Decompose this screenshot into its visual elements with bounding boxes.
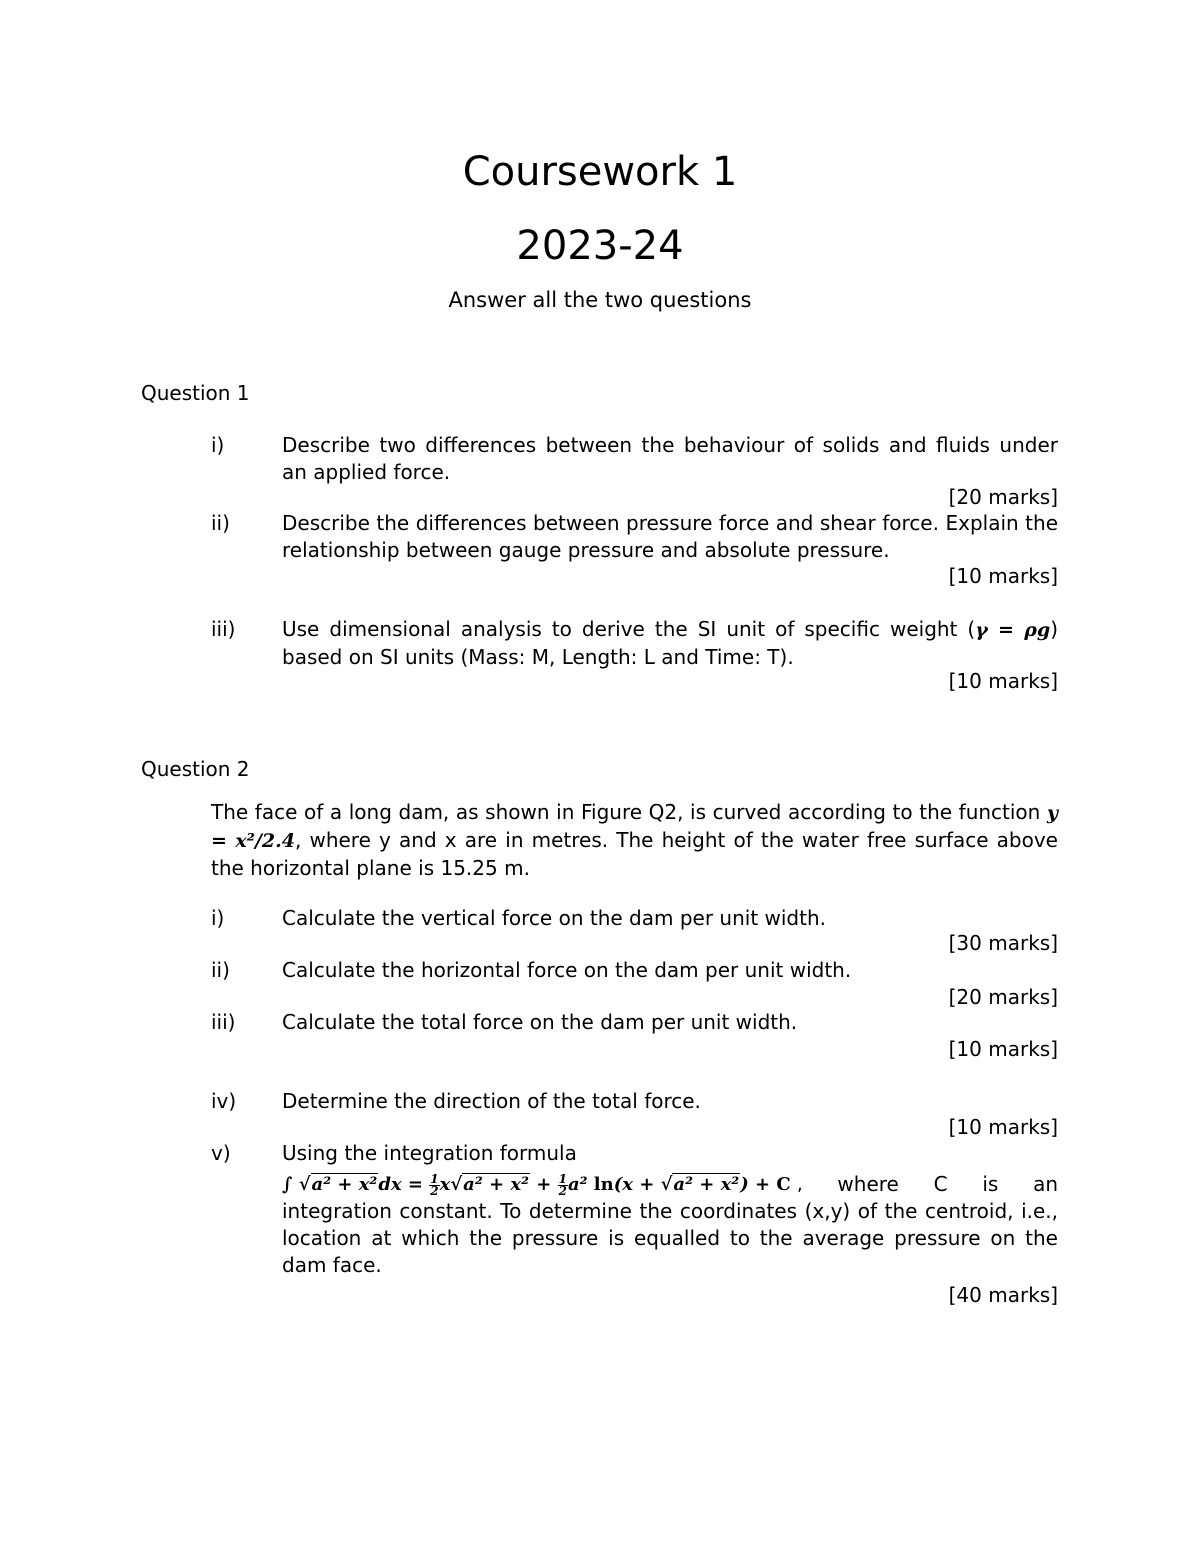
text-part: ) based on SI units (Mass: M, Length: L and Time: T). xyxy=(282,617,1058,669)
item-text: Calculate the horizontal force on the dam per unit width. xyxy=(282,958,852,982)
marks-label: [10 marks] xyxy=(948,669,1058,693)
item-text: Determine the direction of the total force. xyxy=(282,1089,701,1113)
dam-curve-function: y = x²/2.4 xyxy=(211,802,1058,852)
q2-item-v xyxy=(211,1140,1058,1279)
item-text: Calculate the total force on the dam per unit width. xyxy=(282,1010,798,1034)
q2-item-iv xyxy=(211,1088,1058,1115)
marks-label: [40 marks] xyxy=(948,1283,1058,1307)
item-number: iv) xyxy=(211,1089,237,1113)
text-part: integration constant. To determine the coordinates (x,y) of the centroid, i.e., location at which the pressure is equalled to the average pressure on the dam face. xyxy=(282,1199,1058,1277)
question1-heading: Question 1 xyxy=(141,381,250,405)
integration-formula-line xyxy=(282,1171,1058,1198)
item-number: iii) xyxy=(211,617,236,641)
item-text: Calculate the vertical force on the dam per unit width. xyxy=(282,906,827,930)
item-number: ii) xyxy=(211,958,230,982)
item-number: v) xyxy=(211,1141,231,1165)
text-part: Use dimensional analysis to derive the SI unit of specific weight ( xyxy=(282,617,976,641)
item-number: iii) xyxy=(211,1010,236,1034)
item-number: ii) xyxy=(211,511,230,535)
item-text xyxy=(282,616,1058,671)
integration-formula: ∫ √a² + x²dx = $\frac{1}{2}$ x√a² + x² + $\frac{1}{2}$ a² ln(x + √a² + x²) + C , xyxy=(282,1171,803,1198)
text-part: Using the integration formula xyxy=(282,1141,577,1165)
text-part: an xyxy=(1033,1172,1058,1196)
item-text: Describe the differences between pressure force and shear force. Explain the relationship between gauge pressure and absolute pressure. xyxy=(282,511,1058,562)
text-part: where xyxy=(837,1172,899,1196)
text-part: , where y and x are in metres. The height of the water free surface above the horizontal plane is 15.25 m. xyxy=(211,828,1058,880)
specific-weight-formula: γ = ρg xyxy=(975,619,1051,641)
marks-label: [20 marks] xyxy=(948,985,1058,1009)
item-number: i) xyxy=(211,906,225,930)
marks-label: [30 marks] xyxy=(948,931,1058,955)
question2-heading: Question 2 xyxy=(141,757,250,781)
q1-item-iii xyxy=(211,616,1058,671)
q1-item-ii xyxy=(211,510,1058,564)
item-text xyxy=(282,1140,1058,1279)
academic-year: 2023-24 xyxy=(516,223,684,269)
q2-item-ii xyxy=(211,957,1058,984)
marks-label: [20 marks] xyxy=(948,485,1058,509)
formula-comma: , xyxy=(796,1174,803,1195)
q2-item-i xyxy=(211,905,1058,932)
q1-item-i xyxy=(211,432,1058,486)
item-text: Describe two differences between the behaviour of solids and fluids under an applied force. xyxy=(282,433,1058,484)
marks-label: [10 marks] xyxy=(948,1037,1058,1061)
item-number: i) xyxy=(211,433,225,457)
question2-intro xyxy=(211,799,1058,882)
page-title: Coursework 1 xyxy=(462,149,738,195)
text-part: The face of a long dam, as shown in Figure Q2, is curved according to the function xyxy=(211,800,1047,824)
q2-item-iii xyxy=(211,1009,1058,1036)
text-part: is xyxy=(982,1172,999,1196)
text-part: C xyxy=(933,1172,948,1196)
instruction: Answer all the two questions xyxy=(448,288,752,312)
marks-label: [10 marks] xyxy=(948,564,1058,588)
marks-label: [10 marks] xyxy=(948,1115,1058,1139)
